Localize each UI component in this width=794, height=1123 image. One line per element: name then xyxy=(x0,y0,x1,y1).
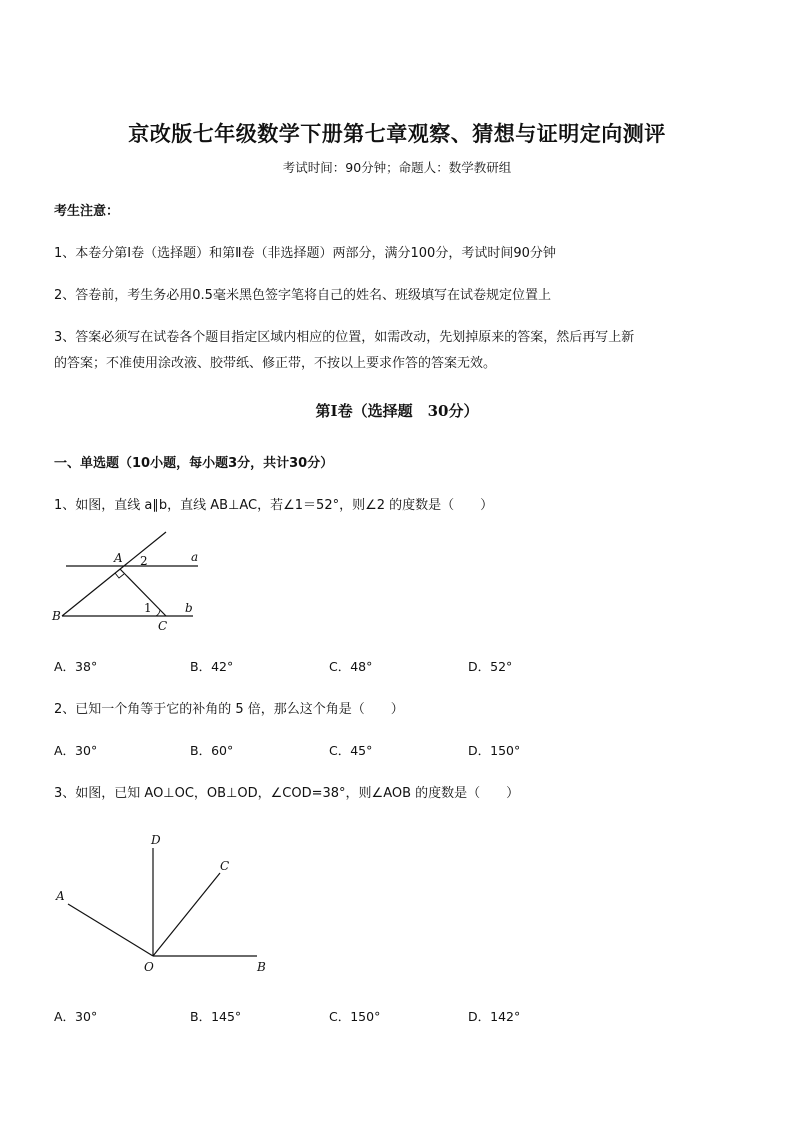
question-2-option-d[interactable]: D．150° xyxy=(468,743,521,758)
label-B: B xyxy=(257,960,266,974)
question-3-option-a[interactable]: A．30° xyxy=(54,1009,98,1024)
label-b: b xyxy=(185,601,193,615)
ray-oc xyxy=(153,873,220,956)
question-1-stem: 1、如图，直线 a∥b，直线 AB⊥AC，若∠1＝52°，则∠2 的度数是（ ） xyxy=(54,498,494,513)
label-O: O xyxy=(144,960,154,974)
label-D: D xyxy=(151,833,161,847)
exam-subtitle: 考试时间：90分钟；命题人：数学教研组 xyxy=(282,160,512,175)
question-3-option-b[interactable]: B．145° xyxy=(190,1009,242,1024)
question-2-option-a[interactable]: A．30° xyxy=(54,743,98,758)
question-2-stem: 2、已知一个角等于它的补角的 5 倍，那么这个角是（ ） xyxy=(54,702,404,717)
part-heading: 一、单选题（10小题，每小题3分，共计30分） xyxy=(54,456,334,471)
label-B: B xyxy=(52,609,61,623)
question-3-stem: 3、如图，已知 AO⊥OC，OB⊥OD，∠COD=38°，则∠AOB 的度数是（ ） xyxy=(54,786,520,801)
notice-item-3-line-2: 的答案；不准使用涂改液、胶带纸、修正带，不按以上要求作答的答案无效。 xyxy=(54,356,497,371)
notice-item-1: 1、本卷分第Ⅰ卷（选择题）和第Ⅱ卷（非选择题）两部分，满分100分，考试时间90分钟 xyxy=(54,246,556,261)
question-3-option-c[interactable]: C．150° xyxy=(329,1009,381,1024)
notice-item-2: 2、答卷前，考生务必用0.5毫米黑色签字笔将自己的姓名、班级填写在试卷规定位置上 xyxy=(54,288,551,303)
label-C: C xyxy=(158,619,168,633)
notice-item-3-line-1: 3、答案必须写在试卷各个题目指定区域内相应的位置，如需改动，先划掉原来的答案，然后再写上新 xyxy=(54,330,635,345)
question-1-option-a[interactable]: A．38° xyxy=(54,659,98,674)
section-title: 第Ⅰ卷（选择题 30分） xyxy=(315,402,479,420)
question-2-option-c[interactable]: C．45° xyxy=(329,743,373,758)
label-angle-1: 1 xyxy=(144,601,152,615)
exam-title: 京改版七年级数学下册第七章观察、猜想与证明定向测评 xyxy=(128,121,666,146)
question-1-option-c[interactable]: C．48° xyxy=(329,659,373,674)
label-a: a xyxy=(191,550,199,564)
angle-1-arc xyxy=(156,610,160,616)
question-3-option-d[interactable]: D．142° xyxy=(468,1009,521,1024)
label-C: C xyxy=(220,859,230,873)
label-angle-2: 2 xyxy=(140,554,148,568)
label-A: A xyxy=(114,551,123,565)
notice-heading: 考生注意： xyxy=(54,204,120,219)
question-2-option-b[interactable]: B．60° xyxy=(190,743,234,758)
line-ac xyxy=(120,569,166,616)
question-1-option-b[interactable]: B．42° xyxy=(190,659,234,674)
question-3-figure xyxy=(50,828,280,978)
question-1-option-d[interactable]: D．52° xyxy=(468,659,513,674)
ray-oa xyxy=(68,904,153,956)
right-angle-mark xyxy=(115,573,124,578)
question-1-figure xyxy=(48,528,208,638)
label-A: A xyxy=(56,889,65,903)
